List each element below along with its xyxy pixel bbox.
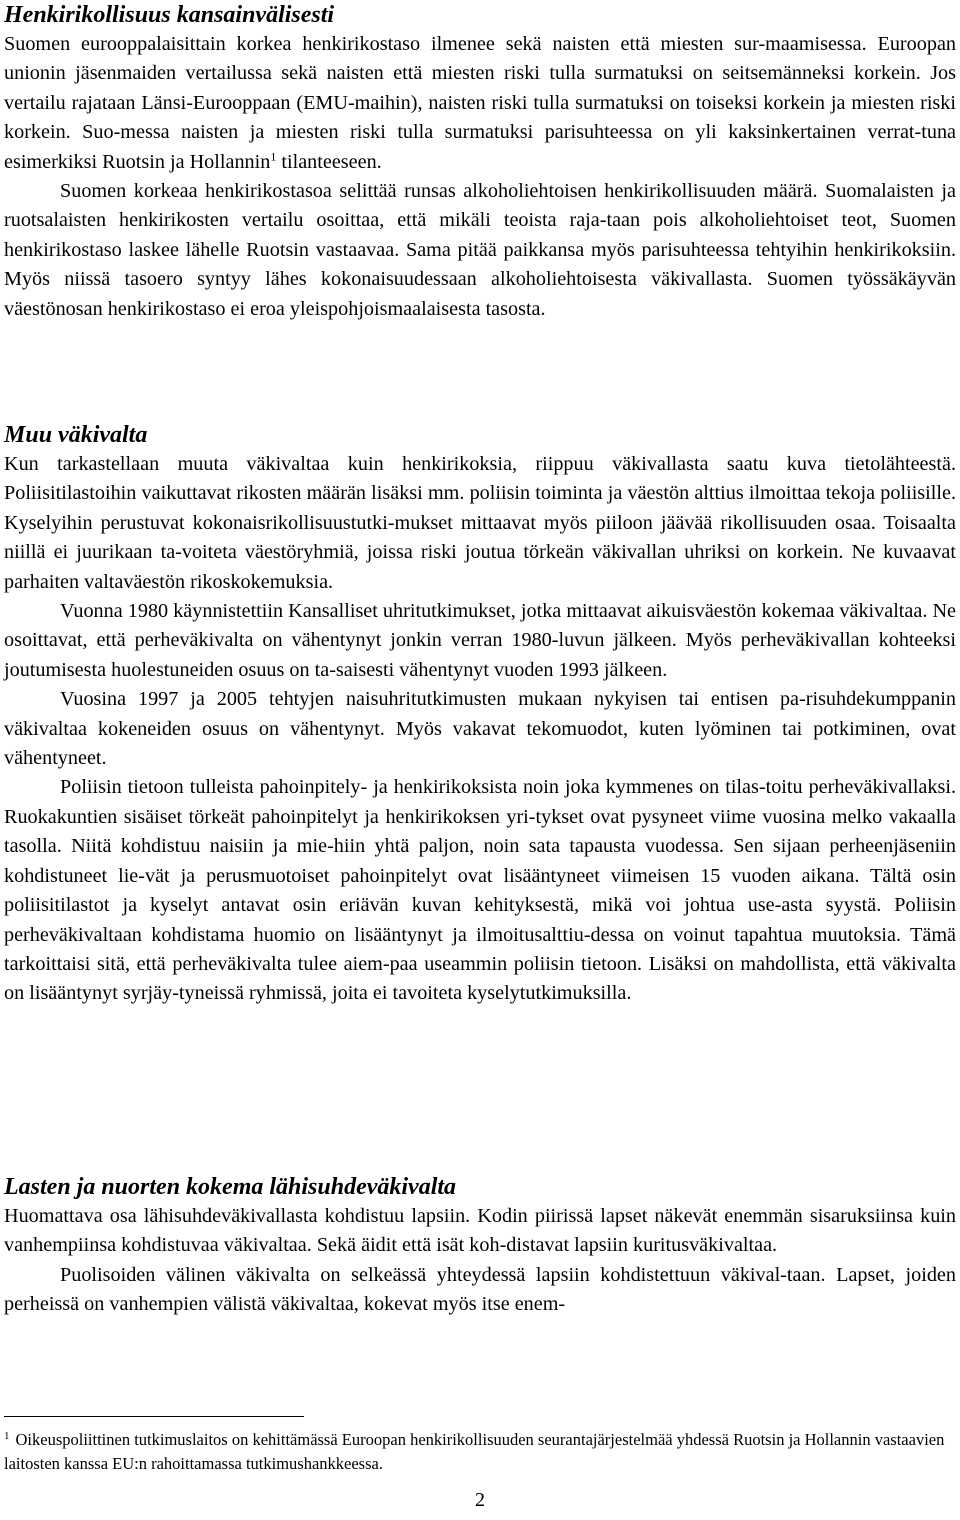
section-muu-vakivalta (4, 420, 956, 1009)
paragraph: Vuonna 1980 käynnistettiin Kansalliset uhritutkimukset, jotka mittaavat aikuisväestön kokemaa väkivaltaa. Ne osoittavat, että perheväkivalta on vähentynyt jonkin verran 1980-luvun jälkeen. Myös perheväkivallan kohteeksi joutumisesta huolestuneiden osuus on ta-saisesti vähentynyt vuoden 1993 jälkeen. (4, 600, 956, 681)
section-heading: Muu väkivalta (4, 422, 148, 448)
paragraph: Poliisin tietoon tulleista pahoinpitely- ja henkirikoksista noin joka kymmenes on tilas-toitu perheväkivallaksi. Ruokakuntien sisäiset törkeät pahoinpitelyt ja henkirikoksen yri-tykset ovat pysyneet viime vuosina melko vakaalla tasolla. Niitä kohdistuu naisiin ja mie-hiin yhtä paljon, noin sata tapausta vuodessa. Sen sijaan perheenjäseniin kohdistuneet lie-vät ja perusmuotoiset pahoinpitelyt ovat lisääntyneet viimeisen 15 vuoden aikana. Tältä osin poliisitilastot ja kyselyt antavat osin eriävän kuvan kehityksestä, mikä voi johtua use-asta syystä. Poliisin perheväkivaltaan kohdistama huomio on lisääntynyt ja ilmoitusalttiu-dessa on voinut tapahtua muutoksia. Tämä tarkoittaisi sitä, että perheväkivalta tulee aiem-paa useammin poliisin tietoon. Lisäksi on mahdollista, että väkivalta on lisääntynyt syrjäy-tyneissä ryhmissä, joita ei tavoiteta kyselytutkimuksilla. (4, 776, 956, 1005)
paragraph: Huomattava osa lähisuhdeväkivallasta kohdistuu lapsiin. Kodin piirissä lapset näkevät enemmän sisaruksiinsa kuin vanhempiinsa kohdistuvaa väkivaltaa. Sekä äidit että isät koh-distavat lapsiin kuritusväkivaltaa. (4, 1205, 956, 1257)
paragraph: Kun tarkastellaan muuta väkivaltaa kuin henkirikoksia, riippuu väkivallasta saatu kuva tietolähteestä. Poliisitilastoihin vaikuttavat rikosten määrän lisäksi mm. poliisin toiminta ja väestön alttius ilmoittaa tekoja poliisille. Kyselyihin perustuvat kokonaisrikollisuustutki-mukset mittaavat myös piiloon jäävää rikollisuuden osaa. Toisaalta niillä ei juurikaan ta-voiteta väestöryhmiä, joissa riski joutua törkeän väkivallan uhriksi on korkein. Ne kuvaavat parhaiten valtaväestön rikoskokemuksia. (4, 453, 956, 593)
paragraph-text: tilanteeseen. (276, 150, 382, 173)
paragraph (4, 30, 956, 177)
footnote (4, 1428, 956, 1476)
section-heading: Lasten ja nuorten kokema lähisuhdeväkivalta (4, 1174, 457, 1200)
page-number: 2 (475, 1489, 485, 1511)
footnote-divider (4, 1416, 304, 1417)
section-henkirikollisuus (4, 0, 956, 324)
paragraph: Suomen korkeaa henkirikostasoa selittää runsas alkoholiehtoisen henkirikollisuuden määrä. Suomalaisten ja ruotsalaisten henkirikosten vertailu osoittaa, että mikäli teoista raja-taan pois alkoholiehtoiset teot, Suomen henkirikostaso laskee lähelle Ruotsin vastaavaa. Sama pitää paikkansa myös parisuhteessa tehtyihin henkirikoksiin. Myös niissä tasoero syntyy lähes kokonaisuudessaan alkoholiehtoisesta väkivallasta. Suomen työssäkäyvän väestönosan henkirikostaso ei eroa yleispohjoismaalaisesta tasosta. (4, 180, 956, 320)
section-lasten-ja-nuorten (4, 1172, 956, 1320)
footnote-mark: 1 (4, 1429, 10, 1442)
paragraph: Puolisoiden välinen väkivalta on selkeässä yhteydessä lapsiin kohdistettuun väkival-taan. Lapset, joiden perheissä on vanhempien välistä väkivaltaa, kokevat myös itse enem- (4, 1263, 956, 1316)
footnote-reference: 1 (270, 148, 277, 163)
footnote-text: Oikeuspoliittinen tutkimuslaitos on kehittämässä Euroopan henkirikollisuuden seurantajärjestelmää yhdessä Ruotsin ja Hollannin vastaavien laitosten kanssa EU:n rahoittamassa tutkimushankkeessa. (4, 1430, 945, 1473)
paragraph: Vuosina 1997 ja 2005 tehtyjen naisuhritutkimusten mukaan nykyisen tai entisen pa-risuhdekumppanin väkivaltaa kokeneiden osuus on vähentynyt. Myös vakavat tekomuodot, kuten lyöminen tai potkiminen, ovat vähentyneet. (4, 688, 956, 770)
paragraph-text: Suomen eurooppalaisittain korkea henkirikostaso ilmenee sekä naisten että miesten sur-maamisessa. Euroopan unionin jäsenmaiden vertailussa sekä naisten että miesten riski tulla surmatuksi on seitsemänneksi korkein. Jos vertailu rajataan Länsi-Eurooppaan (EMU-maihin), naisten riski tulla surmatuksi on toiseksi korkein ja miesten riski korkein. Suo-messa naisten ja miesten riski tulla surmatuksi parisuhteessa on yli kaksinkertainen verrat-tuna esimerkiksi Ruotsin ja Hollannin (4, 33, 956, 173)
section-heading: Henkirikollisuus kansainvälisesti (4, 2, 335, 28)
